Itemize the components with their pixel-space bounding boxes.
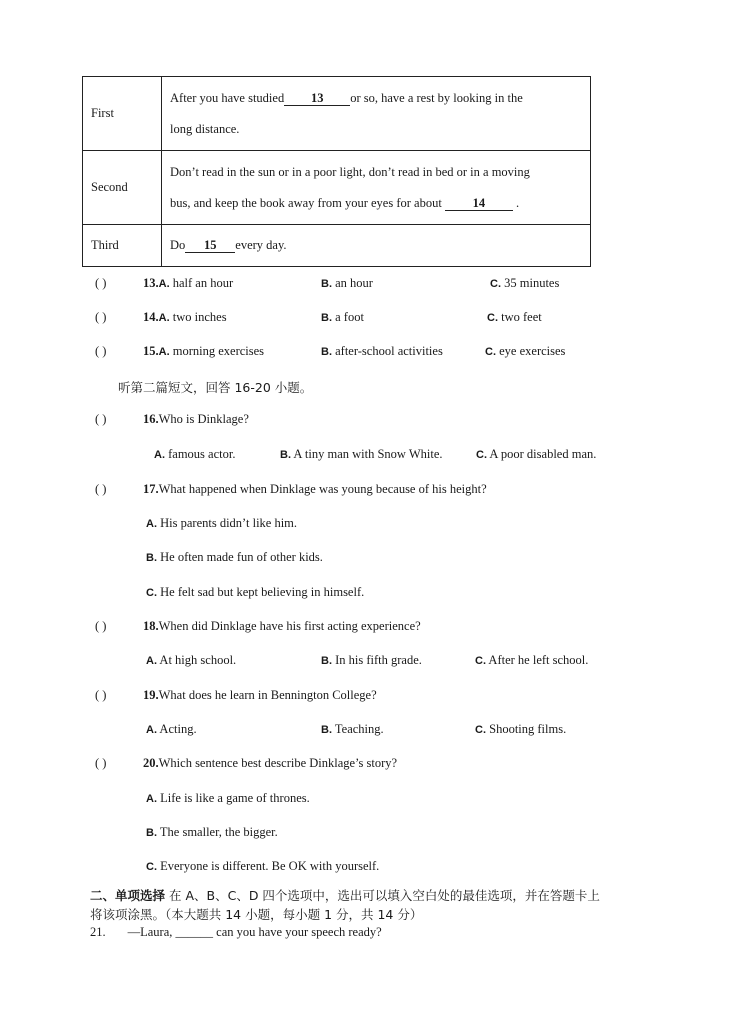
- option-letter: B.: [321, 278, 332, 290]
- text: bus, and keep the book away from your eyes for about: [170, 195, 445, 210]
- table-row: [83, 225, 591, 267]
- text: Don’t read in the sun or in a poor light, don’t read in bed or in a moving: [170, 164, 530, 179]
- option-text: Everyone is different. Be OK with yourself.: [157, 859, 380, 873]
- option-letter: B.: [280, 449, 291, 461]
- option-text: eye exercises: [496, 344, 566, 358]
- blank-13: 13: [284, 91, 350, 106]
- question-number: 21.: [90, 925, 106, 939]
- row-content: [162, 77, 591, 151]
- option-a: [154, 447, 235, 462]
- option-letter: B.: [321, 724, 332, 736]
- option-letter: A.: [146, 518, 157, 530]
- option-b: [146, 550, 323, 565]
- option-letter: A.: [158, 312, 170, 324]
- option-letter: B.: [146, 827, 157, 839]
- option-text: 35 minutes: [501, 276, 560, 290]
- text: every day.: [235, 238, 287, 252]
- option-b: [146, 825, 278, 840]
- option-a: [146, 791, 310, 806]
- question-number: 20.: [143, 756, 159, 770]
- option-c: [475, 722, 566, 737]
- table-row: [83, 77, 591, 151]
- option-a: [146, 653, 236, 668]
- question-text: What happened when Dinklage was young because of his height?: [158, 482, 487, 496]
- row-label: First: [83, 77, 162, 151]
- option-b: [321, 276, 373, 291]
- question-14: [95, 310, 227, 325]
- option-text: two feet: [498, 310, 542, 324]
- row-content: [162, 225, 591, 267]
- option-text: Teaching.: [332, 722, 384, 736]
- question-17: [95, 482, 487, 497]
- option-letter: A.: [146, 793, 157, 805]
- option-text: The smaller, the bigger.: [157, 825, 278, 839]
- option-text: At high school.: [157, 653, 237, 667]
- question-text: When did Dinklage have his first acting experience?: [158, 619, 421, 633]
- row-label: Second: [83, 151, 162, 225]
- option-letter: B.: [321, 655, 332, 667]
- option-letter: C.: [487, 312, 498, 324]
- question-number: 19.: [143, 688, 159, 702]
- option-c: [485, 344, 565, 359]
- answer-bracket: ( ): [95, 310, 107, 324]
- answer-bracket: ( ): [95, 688, 107, 702]
- option-text: A tiny man with Snow White.: [291, 447, 443, 461]
- text: Do: [170, 238, 186, 252]
- question-text: Which sentence best describe Dinklage’s story?: [158, 756, 398, 770]
- option-c: [146, 859, 379, 874]
- text: After you have studied: [170, 90, 285, 105]
- option-letter: A.: [146, 724, 157, 736]
- option-letter: B.: [321, 346, 332, 358]
- option-b: [321, 344, 443, 359]
- option-letter: A.: [158, 278, 170, 290]
- option-letter: C.: [475, 655, 486, 667]
- option-c: [476, 447, 596, 462]
- blank-14: 14: [445, 196, 513, 211]
- option-letter: C.: [146, 587, 157, 599]
- table-row: [83, 151, 591, 225]
- question-text: What does he learn in Bennington College?: [158, 688, 377, 702]
- option-b: [321, 310, 364, 325]
- option-a: morning exercises: [169, 344, 265, 358]
- tips-table: [82, 76, 591, 267]
- option-text: famous actor.: [165, 447, 236, 461]
- answer-bracket: ( ): [95, 344, 107, 358]
- option-text: Life is like a game of thrones.: [157, 791, 310, 805]
- question-number: 13.: [143, 276, 159, 290]
- option-c: [146, 585, 364, 600]
- option-letter: A.: [158, 346, 170, 358]
- question-number: 16.: [143, 412, 159, 426]
- option-b: [321, 653, 422, 668]
- section-instruction: 听第二篇短文，回答 16-20 小题。: [118, 380, 313, 395]
- text: long distance.: [170, 121, 240, 136]
- option-text: After he left school.: [486, 653, 589, 667]
- part2-title: 二、单项选择: [90, 888, 166, 903]
- option-a: [146, 516, 297, 531]
- answer-bracket: ( ): [95, 482, 107, 496]
- option-text: His parents didn’t like him.: [157, 516, 298, 530]
- row-label: Third: [83, 225, 162, 267]
- option-text: In his fifth grade.: [332, 653, 422, 667]
- option-letter: C.: [490, 278, 501, 290]
- option-a: two inches: [169, 310, 227, 324]
- option-letter: A.: [146, 655, 157, 667]
- question-19: [95, 688, 377, 703]
- option-c: [490, 276, 559, 291]
- question-20: [95, 756, 397, 771]
- question-number: 18.: [143, 619, 159, 633]
- text: or so, have a rest by looking in the: [350, 90, 523, 105]
- option-text: He felt sad but kept believing in himself.: [157, 585, 365, 599]
- option-letter: C.: [475, 724, 486, 736]
- option-text: an hour: [332, 276, 373, 290]
- option-letter: C.: [146, 861, 157, 873]
- question-text: —Laura, ______ can you have your speech ready?: [127, 925, 382, 939]
- question-16: [95, 412, 249, 427]
- option-letter: C.: [485, 346, 496, 358]
- option-a: half an hour: [169, 276, 234, 290]
- question-text: Who is Dinklage?: [158, 412, 249, 426]
- option-b: [321, 722, 384, 737]
- blank-15: 15: [185, 238, 235, 253]
- part2-line1: 在 A、B、C、D 四个选项中，选出可以填入空白处的最佳选项，并在答题卡上: [165, 888, 600, 903]
- text: .: [512, 195, 520, 210]
- answer-bracket: ( ): [95, 756, 107, 770]
- option-c: [475, 653, 588, 668]
- question-number: 14.: [143, 310, 159, 324]
- question-13: [95, 276, 233, 291]
- option-letter: B.: [321, 312, 332, 324]
- question-21: [90, 925, 382, 940]
- row-content: [162, 151, 591, 225]
- question-number: 17.: [143, 482, 159, 496]
- option-text: after-school activities: [332, 344, 443, 358]
- option-letter: B.: [146, 552, 157, 564]
- option-text: Shooting films.: [486, 722, 567, 736]
- option-c: [487, 310, 542, 325]
- option-letter: A.: [154, 449, 165, 461]
- question-number: 15.: [143, 344, 159, 358]
- option-text: a foot: [332, 310, 364, 324]
- question-18: [95, 619, 421, 634]
- option-text: He often made fun of other kids.: [157, 550, 323, 564]
- answer-bracket: ( ): [95, 619, 107, 633]
- question-15: [95, 344, 264, 359]
- part2-instruction: [90, 886, 600, 904]
- answer-bracket: ( ): [95, 276, 107, 290]
- option-text: A poor disabled man.: [487, 447, 597, 461]
- option-b: [280, 447, 443, 462]
- option-letter: C.: [476, 449, 487, 461]
- answer-bracket: ( ): [95, 412, 107, 426]
- option-text: Acting.: [157, 722, 197, 736]
- part2-line2: 将该项涂黑。（本大题共 14 小题，每小题 1 分，共 14 分）: [90, 907, 423, 922]
- option-a: [146, 722, 197, 737]
